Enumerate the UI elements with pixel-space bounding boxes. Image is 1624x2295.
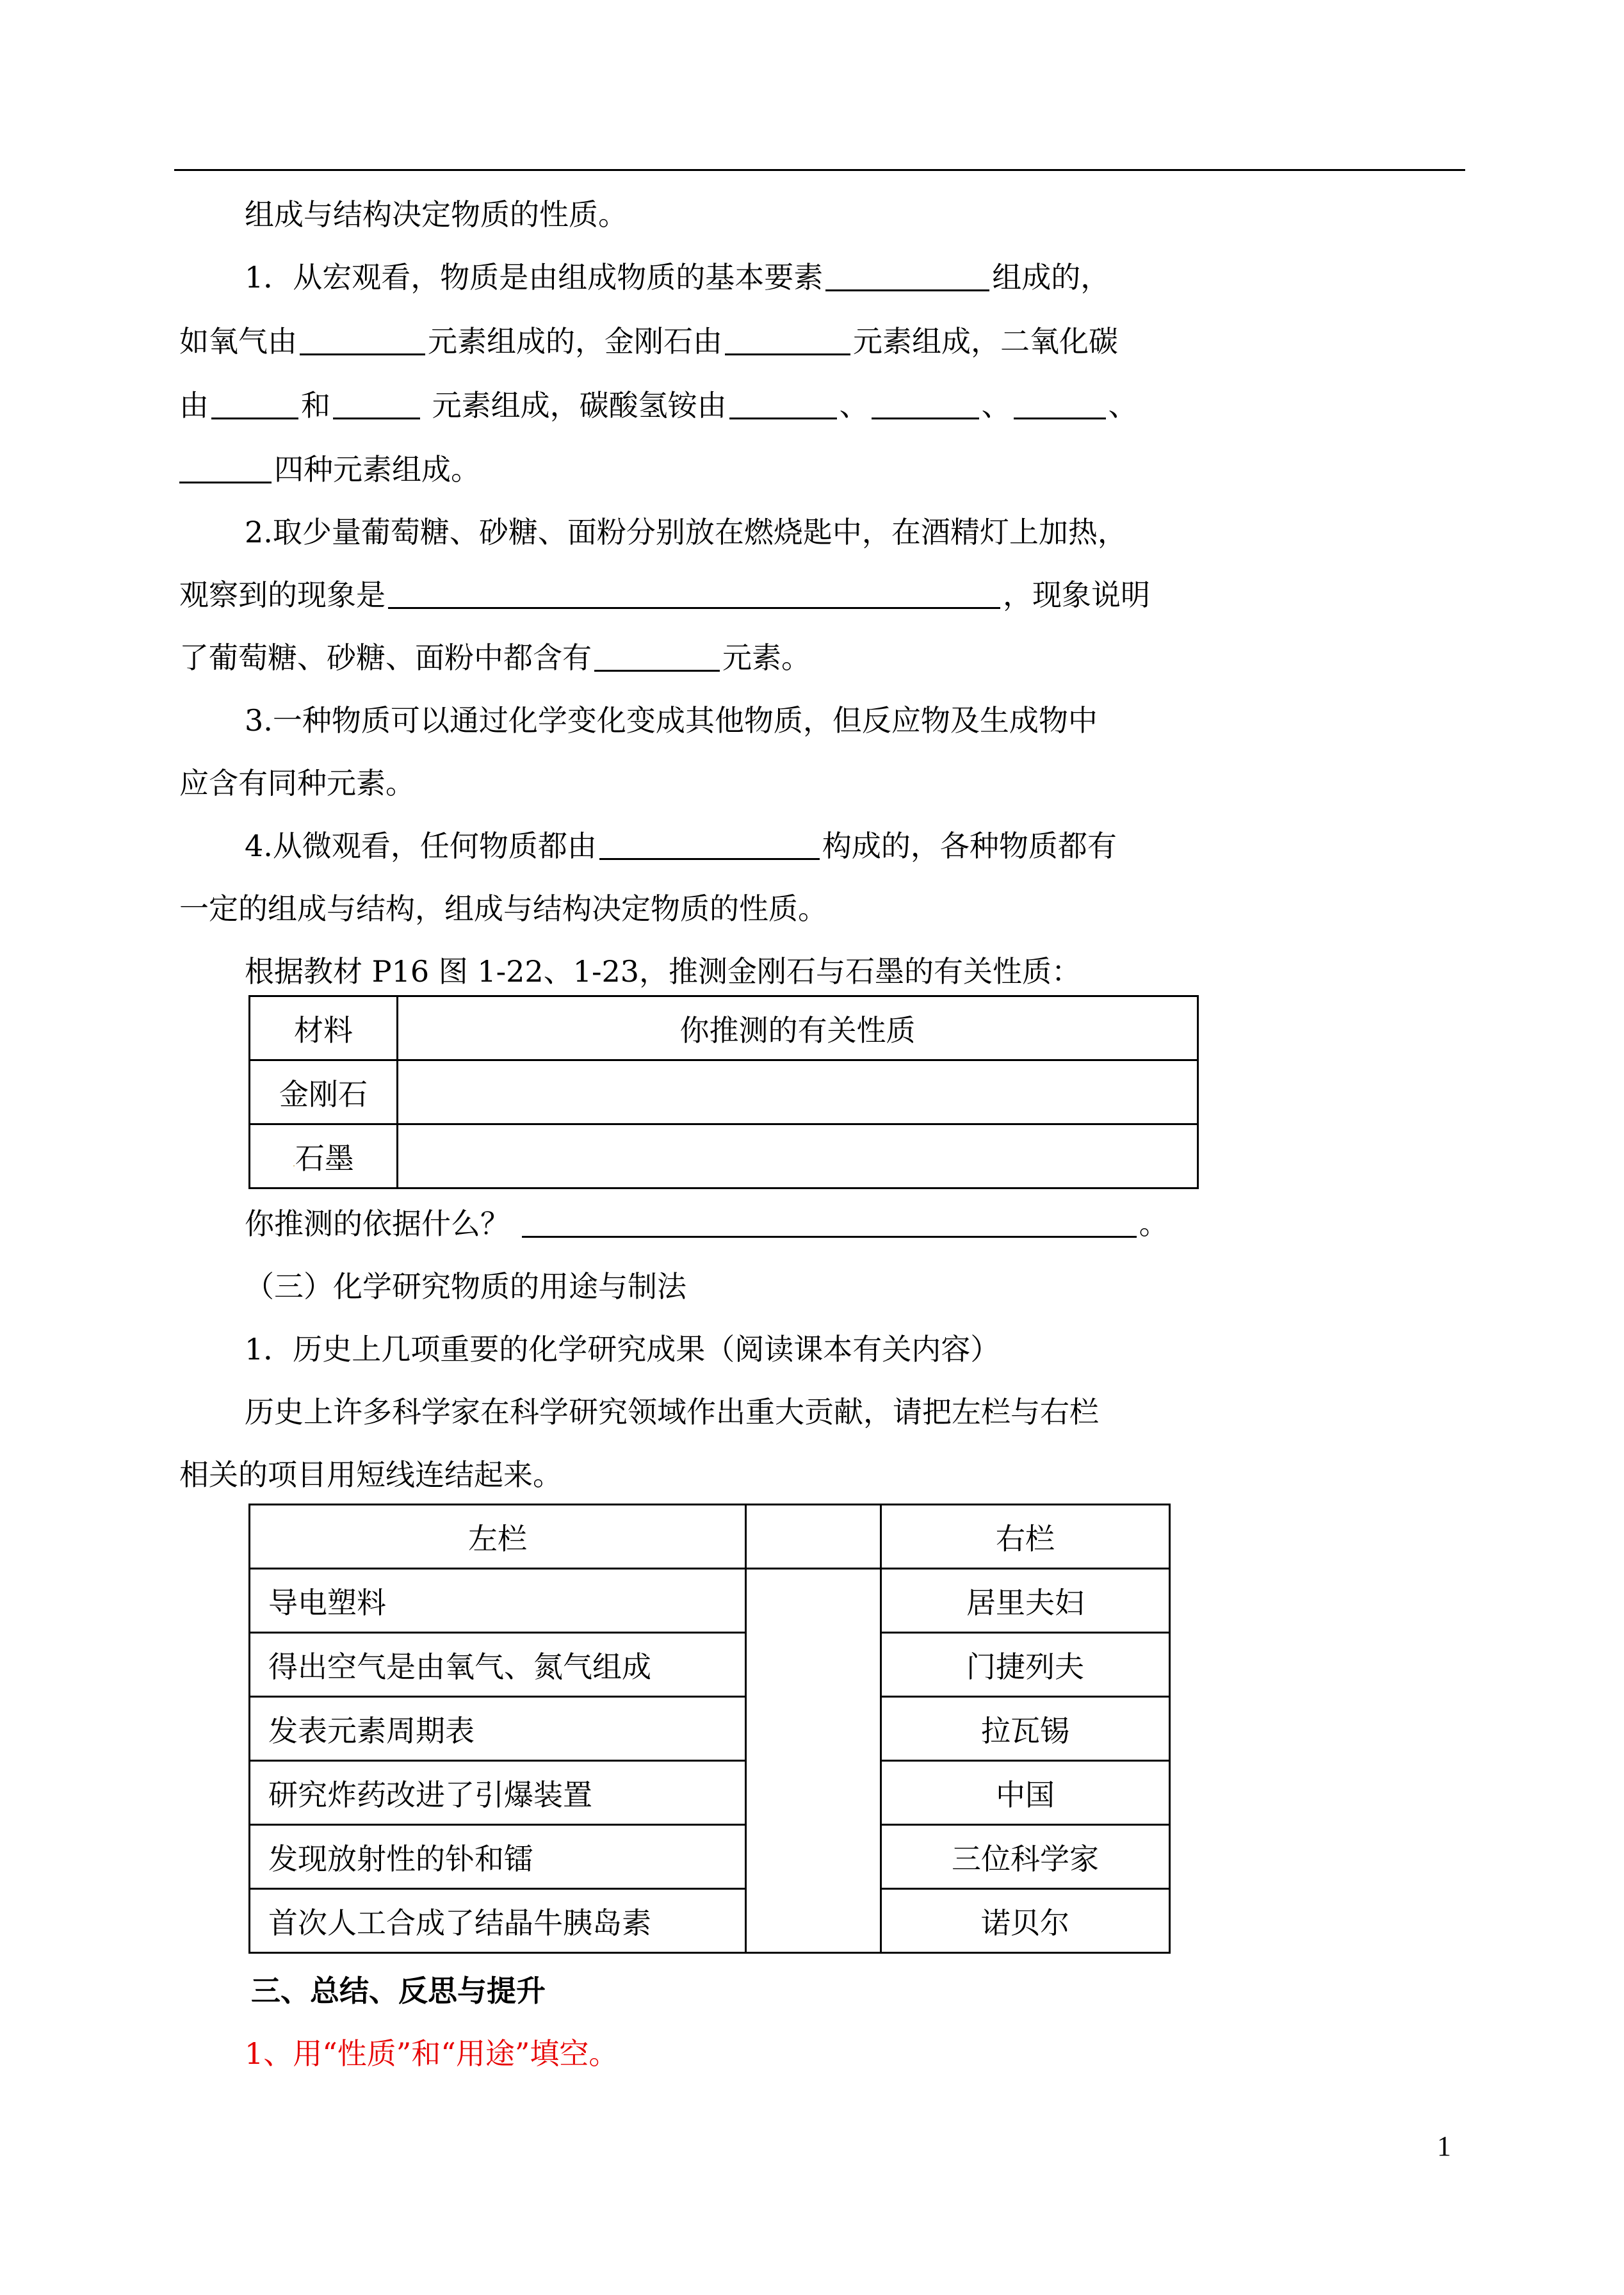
q1-text-a: 1．从宏观看，物质是由组成物质的基本要素 <box>245 260 824 295</box>
q3-line1: 3.一种物质可以通过化学变化变成其他物质，但反应物及生成物中 <box>245 703 1098 738</box>
right-item[interactable]: 中国 <box>881 1761 1170 1825</box>
table-row <box>250 1124 1198 1188</box>
q1-text-d: 元素组成的，金刚石由 <box>428 324 722 359</box>
q2-blank-element[interactable] <box>594 644 720 672</box>
basis-question <box>245 1206 1169 1241</box>
q4-text-a: 4.从微观看，任何物质都由 <box>245 829 597 863</box>
q4-text-b: 构成的，各种物质都有 <box>822 829 1117 863</box>
left-item[interactable]: 得出空气是由氧气、氮气组成 <box>250 1633 746 1697</box>
right-item[interactable]: 拉瓦锡 <box>881 1697 1170 1761</box>
q1-sep: 、 <box>1108 388 1138 423</box>
q1-blank-co2-b[interactable] <box>333 392 420 419</box>
left-item[interactable]: 发表元素周期表 <box>250 1697 746 1761</box>
q4-line1 <box>245 831 1117 861</box>
table-row <box>250 1569 1170 1633</box>
basis-text: 你推测的依据什么？ <box>245 1206 510 1241</box>
q1-text-g: 和 <box>301 388 330 423</box>
q1-sep: 、 <box>839 388 869 423</box>
table-row <box>250 996 1198 1060</box>
basis-blank[interactable] <box>522 1210 1137 1238</box>
q1-text-b: 组成的， <box>992 260 1110 295</box>
q2-text-d: 元素。 <box>722 640 811 675</box>
q1-text-f: 由 <box>179 388 209 423</box>
q1-line4 <box>179 452 480 487</box>
q1-line3 <box>179 388 1138 423</box>
table-row <box>250 1825 1170 1889</box>
matching-table <box>248 1504 1171 1954</box>
left-item[interactable]: 研究炸药改进了引爆装置 <box>250 1761 746 1825</box>
basis-period: 。 <box>1139 1206 1169 1241</box>
table-row <box>250 1697 1170 1761</box>
q1-text-i: 四种元素组成。 <box>274 452 480 487</box>
q2-text-c: 了葡萄糖、砂糖、面粉中都含有 <box>179 640 592 675</box>
q2-text-a: 观察到的现象是 <box>179 578 386 612</box>
s3-desc-line1: 历史上许多科学家在科学研究领域作出重大贡献，请把左栏与右栏 <box>245 1395 1099 1429</box>
table-row <box>250 1060 1198 1124</box>
summary-question1: 1、用“性质”和“用途”填空。 <box>245 2036 619 2071</box>
q2-blank-phenomenon[interactable] <box>388 581 1000 609</box>
q2-text-b: ，现象说明 <box>1003 578 1150 612</box>
table-row <box>250 1761 1170 1825</box>
header-property: 你推测的有关性质 <box>398 996 1198 1060</box>
infer-prompt: 根据教材 P16 图 1-22、1-23，推测金刚石与石墨的有关性质： <box>245 954 1082 989</box>
material-graphite-label: 石墨 <box>295 1140 354 1176</box>
q2-line3 <box>179 640 811 675</box>
material-graphite <box>250 1124 398 1188</box>
q1-text-e: 元素组成，二氧化碳 <box>853 324 1118 359</box>
gap-header <box>746 1505 881 1569</box>
property-diamond-cell[interactable] <box>398 1060 1198 1124</box>
s3-desc-line2: 相关的项目用短线连结起来。 <box>179 1457 562 1492</box>
q4-blank-particles[interactable] <box>599 832 820 860</box>
page-number: 1 <box>1437 2130 1451 2162</box>
q1-blank-nh4hco3-b[interactable] <box>872 392 979 419</box>
q2-line1: 2.取少量葡萄糖、砂糖、面粉分别放在燃烧匙中，在酒精灯上加热， <box>245 515 1127 549</box>
connect-area[interactable] <box>746 1569 881 1953</box>
material-diamond: 金刚石 <box>250 1060 398 1124</box>
section3-title: （三）化学研究物质的用途与制法 <box>245 1269 686 1304</box>
table-row <box>250 1505 1170 1569</box>
right-item[interactable]: 居里夫妇 <box>881 1569 1170 1633</box>
ink-dot: · <box>293 1161 295 1171</box>
q1-blank-nh4hco3-c[interactable] <box>1014 392 1106 419</box>
q1-sep: 、 <box>981 388 1011 423</box>
q3-line2: 应含有同种元素。 <box>179 766 415 800</box>
q1-blank-co2-a[interactable] <box>211 392 298 419</box>
left-item[interactable]: 首次人工合成了结晶牛胰岛素 <box>250 1889 746 1953</box>
right-item[interactable]: 诺贝尔 <box>881 1889 1170 1953</box>
header-rule <box>174 169 1465 171</box>
properties-table <box>248 995 1199 1189</box>
right-item[interactable]: 三位科学家 <box>881 1825 1170 1889</box>
q1-text-c: 如氧气由 <box>179 324 297 359</box>
header-material: 材料 <box>250 996 398 1060</box>
q2-line2 <box>179 580 1150 610</box>
q1-blank-nh4hco3-d[interactable] <box>179 456 272 483</box>
table-row <box>250 1889 1170 1953</box>
s3-question1: 1．历史上几项重要的化学研究成果（阅读课本有关内容） <box>245 1332 1000 1366</box>
right-item[interactable]: 门捷列夫 <box>881 1633 1170 1697</box>
summary-title: 三、总结、反思与提升 <box>251 1974 546 2008</box>
left-header: 左栏 <box>250 1505 746 1569</box>
q1-blank-oxygen[interactable] <box>300 328 425 355</box>
q1-line2 <box>179 324 1118 359</box>
q1-line1 <box>245 260 1110 295</box>
right-header: 右栏 <box>881 1505 1170 1569</box>
left-item[interactable]: 导电塑料 <box>250 1569 746 1633</box>
property-graphite-cell[interactable] <box>398 1124 1198 1188</box>
table-row <box>250 1633 1170 1697</box>
left-item[interactable]: 发现放射性的钋和镭 <box>250 1825 746 1889</box>
q1-text-h: 元素组成，碳酸氢铵由 <box>432 388 727 423</box>
q1-blank-basic-element[interactable] <box>825 264 989 291</box>
q1-blank-nh4hco3-a[interactable] <box>729 392 837 419</box>
q4-line2: 一定的组成与结构，组成与结构决定物质的性质。 <box>179 891 827 926</box>
q1-blank-diamond[interactable] <box>725 328 850 355</box>
intro-text: 组成与结构决定物质的性质。 <box>245 197 628 232</box>
